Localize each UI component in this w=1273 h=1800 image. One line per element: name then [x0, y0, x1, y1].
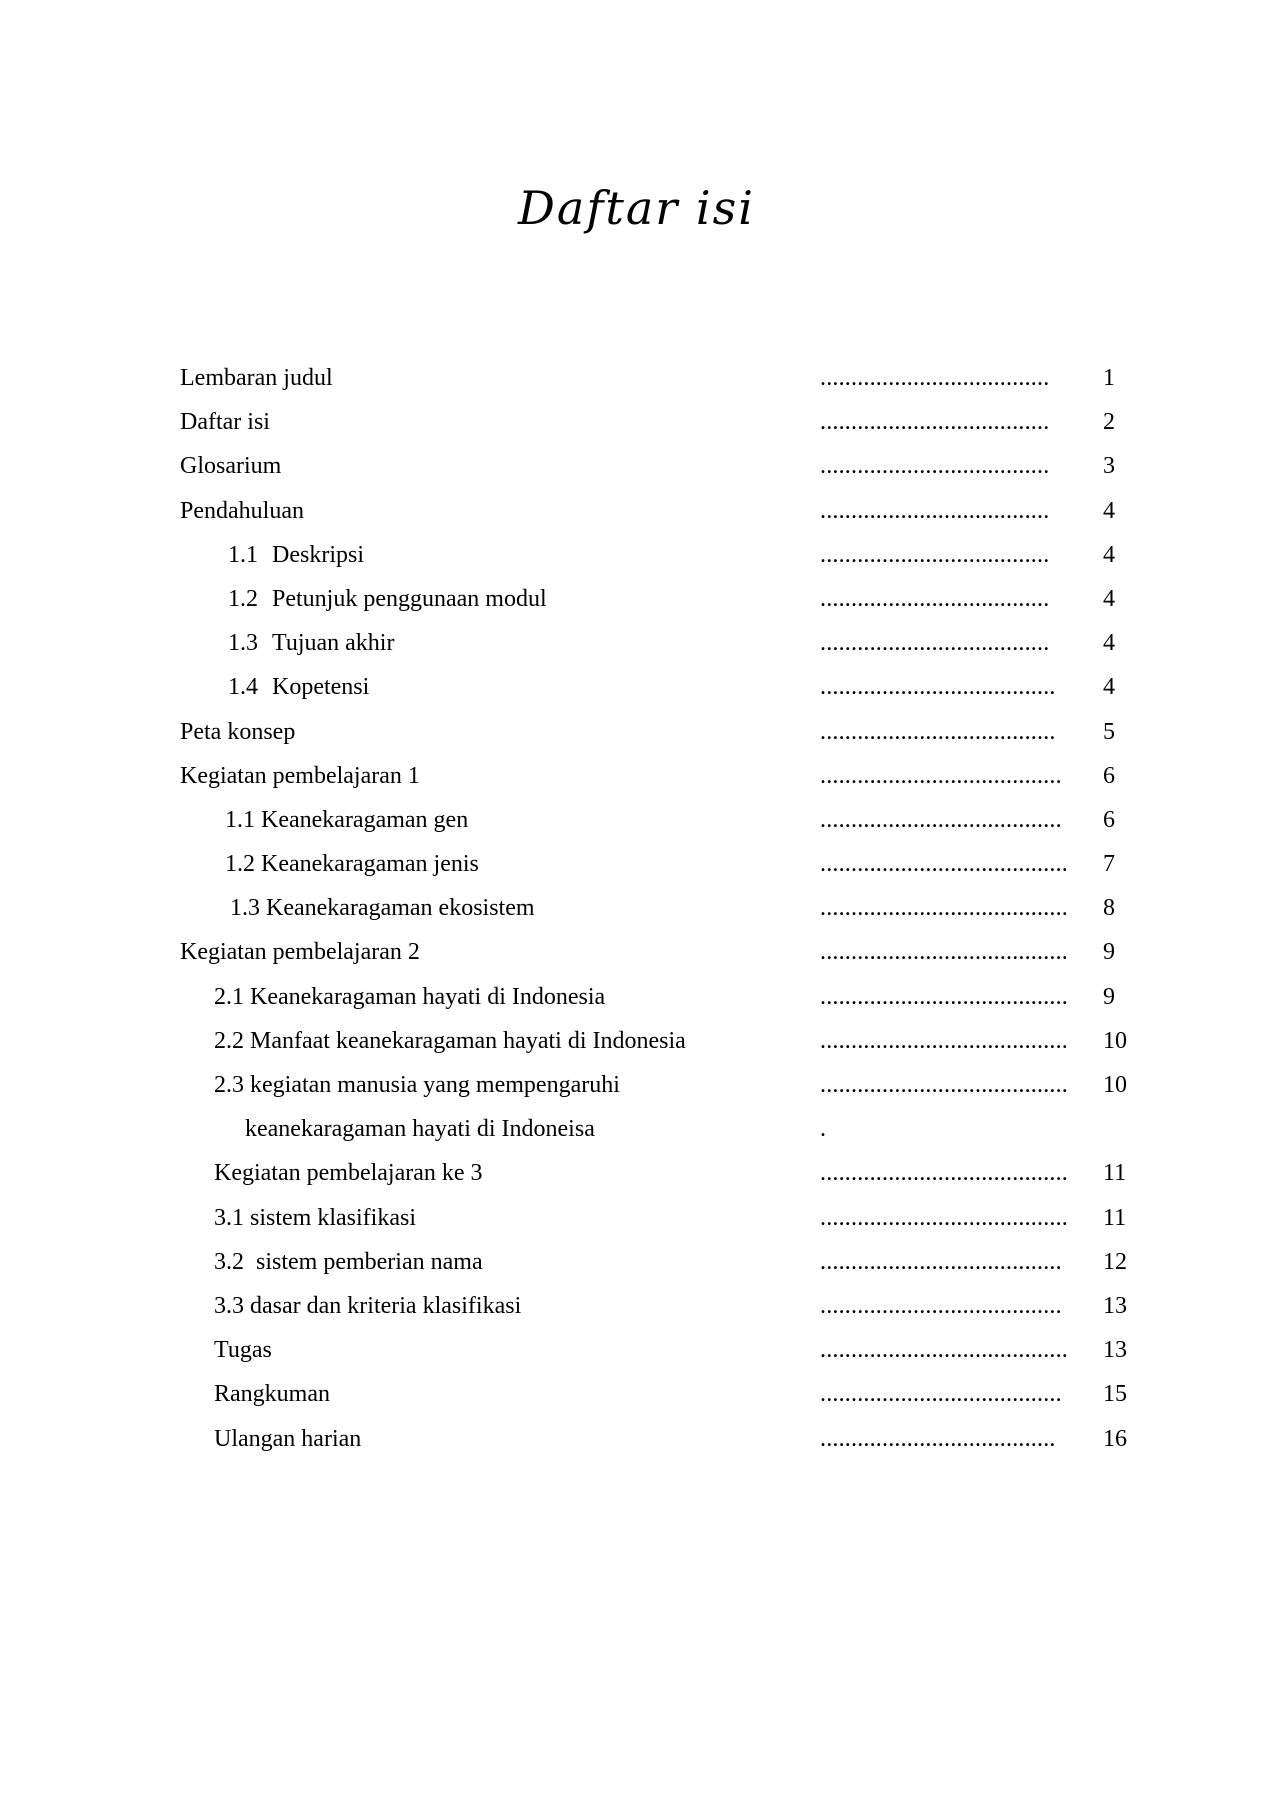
toc-entry-text: Tujuan akhir: [272, 630, 395, 657]
toc-entry-label: Kegiatan pembelajaran ke 3: [214, 1160, 483, 1187]
toc-row: [0, 489, 1273, 533]
toc-dot-leader: .....................................: [820, 453, 1050, 480]
toc-page-number: 9: [1103, 983, 1115, 1010]
toc-row: [0, 1240, 1273, 1284]
toc-dot-leader: .....................................: [820, 409, 1050, 436]
toc-entry-label: 1.1 Keanekaragaman gen: [225, 806, 469, 833]
toc-dot-leader: .......................................: [820, 806, 1062, 833]
toc-page-number: 5: [1103, 718, 1115, 745]
toc-row: [0, 798, 1273, 842]
toc-page-number: 3: [1103, 453, 1115, 480]
toc-entry-label: 2.3 kegiatan manusia yang mempengaruhi: [214, 1072, 620, 1098]
toc-page-number: 10: [1103, 1027, 1127, 1054]
toc-entry-label: Kegiatan pembelajaran 2: [180, 939, 420, 966]
toc-row: [0, 577, 1273, 621]
toc-row: [0, 1151, 1273, 1195]
toc-dot-leader: .......................................: [820, 1381, 1062, 1408]
toc-row: [0, 1284, 1273, 1328]
toc-row: [0, 930, 1273, 974]
toc-entry-label: 1.2 Keanekaragaman jenis: [225, 851, 479, 878]
toc-dot-leader: .....................................: [820, 630, 1050, 657]
toc-dot-leader: ........................................: [820, 1160, 1068, 1187]
toc-entry-label: 3.2 sistem pemberian nama: [214, 1248, 483, 1275]
toc-row: [0, 356, 1273, 400]
toc-entry-text: Petunjuk penggunaan modul: [272, 585, 547, 612]
toc-dot-leader: ........................................: [820, 939, 1068, 966]
toc-entry-number: 1.1: [228, 541, 258, 568]
toc-dot-leader: ........................................: [820, 851, 1068, 878]
toc-page-number: 15: [1103, 1381, 1127, 1408]
toc-entry-label: 1.3 Keanekaragaman ekosistem: [230, 895, 535, 922]
toc-dot-leader: ........................................: [820, 983, 1068, 1010]
toc-entry-label: [228, 621, 394, 665]
toc-page-number: 16: [1103, 1425, 1127, 1452]
toc-page-number: 10: [1103, 1072, 1127, 1098]
toc-page-number: 6: [1103, 806, 1115, 833]
toc-entry-label: 2.2 Manfaat keanekaragaman hayati di Indonesia: [214, 1027, 686, 1054]
toc-page-number: 9: [1103, 939, 1115, 966]
toc-entry-text: Deskripsi: [272, 541, 364, 568]
toc-dot-leader: ........................................: [820, 895, 1068, 922]
toc-page-number: 7: [1103, 851, 1115, 878]
toc-row: [0, 444, 1273, 488]
toc-page-number: 13: [1103, 1292, 1127, 1319]
toc-dot-leader: .....................................: [820, 541, 1050, 568]
toc-row: [0, 886, 1273, 930]
toc-entry-label: 3.3 dasar dan kriteria klasifikasi: [214, 1292, 522, 1319]
toc-entry-label: Ulangan harian: [214, 1425, 362, 1452]
toc-page-number: 8: [1103, 895, 1115, 922]
toc-row: [0, 975, 1273, 1019]
toc-page-number: 13: [1103, 1337, 1127, 1364]
toc-page-number: 11: [1103, 1160, 1127, 1187]
toc-dot-leader: ......................................: [820, 674, 1056, 701]
toc-row: [0, 842, 1273, 886]
toc-row: [0, 754, 1273, 798]
toc-entry-text: Kopetensi: [272, 674, 370, 701]
toc-entry-label: Lembaran judul: [180, 365, 333, 391]
toc-entry-number: 1.3: [228, 630, 258, 657]
toc-dot-leader: ......................................: [820, 718, 1056, 745]
toc-page-number: 6: [1103, 762, 1115, 789]
toc-entry-label: Kegiatan pembelajaran 1: [180, 762, 420, 789]
toc-row: [0, 1107, 1273, 1151]
toc-row: [0, 665, 1273, 709]
toc-page-number: 11: [1103, 1204, 1127, 1231]
toc-entry-number: 1.2: [228, 585, 258, 612]
toc-entry-label: 3.1 sistem klasifikasi: [214, 1204, 416, 1231]
toc-dot-leader: ........................................: [820, 1027, 1068, 1054]
toc-row: [0, 1328, 1273, 1372]
toc-dot-leader: ........................................: [820, 1072, 1068, 1098]
toc-dot-leader: ......................................: [820, 1425, 1056, 1452]
toc-entry-label: [228, 665, 369, 709]
toc-dot-leader: .....................................: [820, 365, 1050, 391]
toc-page-number: 4: [1103, 585, 1115, 612]
toc-row: [0, 621, 1273, 665]
toc-row: [0, 400, 1273, 444]
toc-page-number: 12: [1103, 1248, 1127, 1275]
toc-row: [0, 1196, 1273, 1240]
toc-dot-leader: ........................................: [820, 1204, 1068, 1231]
toc-page-number: 4: [1103, 630, 1115, 657]
toc-entry-label: 2.1 Keanekaragaman hayati di Indonesia: [214, 983, 606, 1010]
page-title: Daftar isi: [518, 181, 755, 235]
toc-page-number: 1: [1103, 365, 1115, 391]
toc-entry-label: Tugas: [214, 1337, 272, 1364]
toc-entry-label: [228, 577, 547, 621]
toc-entry-label: keanekaragaman hayati di Indoneisa: [245, 1116, 595, 1143]
toc-row: [0, 1063, 1273, 1107]
toc-dot-leader: .......................................: [820, 1292, 1062, 1319]
toc-dot-leader: .......................................: [820, 762, 1062, 789]
toc-dot-leader: .....................................: [820, 585, 1050, 612]
toc-row: [0, 1417, 1273, 1461]
toc-dot-leader: .: [820, 1116, 827, 1143]
toc-entry-label: Rangkuman: [214, 1381, 330, 1408]
toc-row: [0, 533, 1273, 577]
toc-dot-leader: .....................................: [820, 497, 1050, 524]
table-of-contents: [0, 356, 1273, 1461]
toc-dot-leader: .......................................: [820, 1248, 1062, 1275]
toc-page-number: 4: [1103, 541, 1115, 568]
toc-page-number: 2: [1103, 409, 1115, 436]
toc-dot-leader: ........................................: [820, 1337, 1068, 1364]
toc-entry-label: Daftar isi: [180, 409, 270, 436]
toc-entry-number: 1.4: [228, 674, 258, 701]
toc-page-number: 4: [1103, 497, 1115, 524]
toc-page-number: 4: [1103, 674, 1115, 701]
toc-entry-label: [228, 533, 364, 577]
toc-entry-label: Pendahuluan: [180, 497, 304, 524]
toc-entry-label: Peta konsep: [180, 718, 296, 745]
toc-row: [0, 1372, 1273, 1416]
toc-row: [0, 710, 1273, 754]
toc-entry-label: Glosarium: [180, 453, 282, 480]
toc-row: [0, 1019, 1273, 1063]
